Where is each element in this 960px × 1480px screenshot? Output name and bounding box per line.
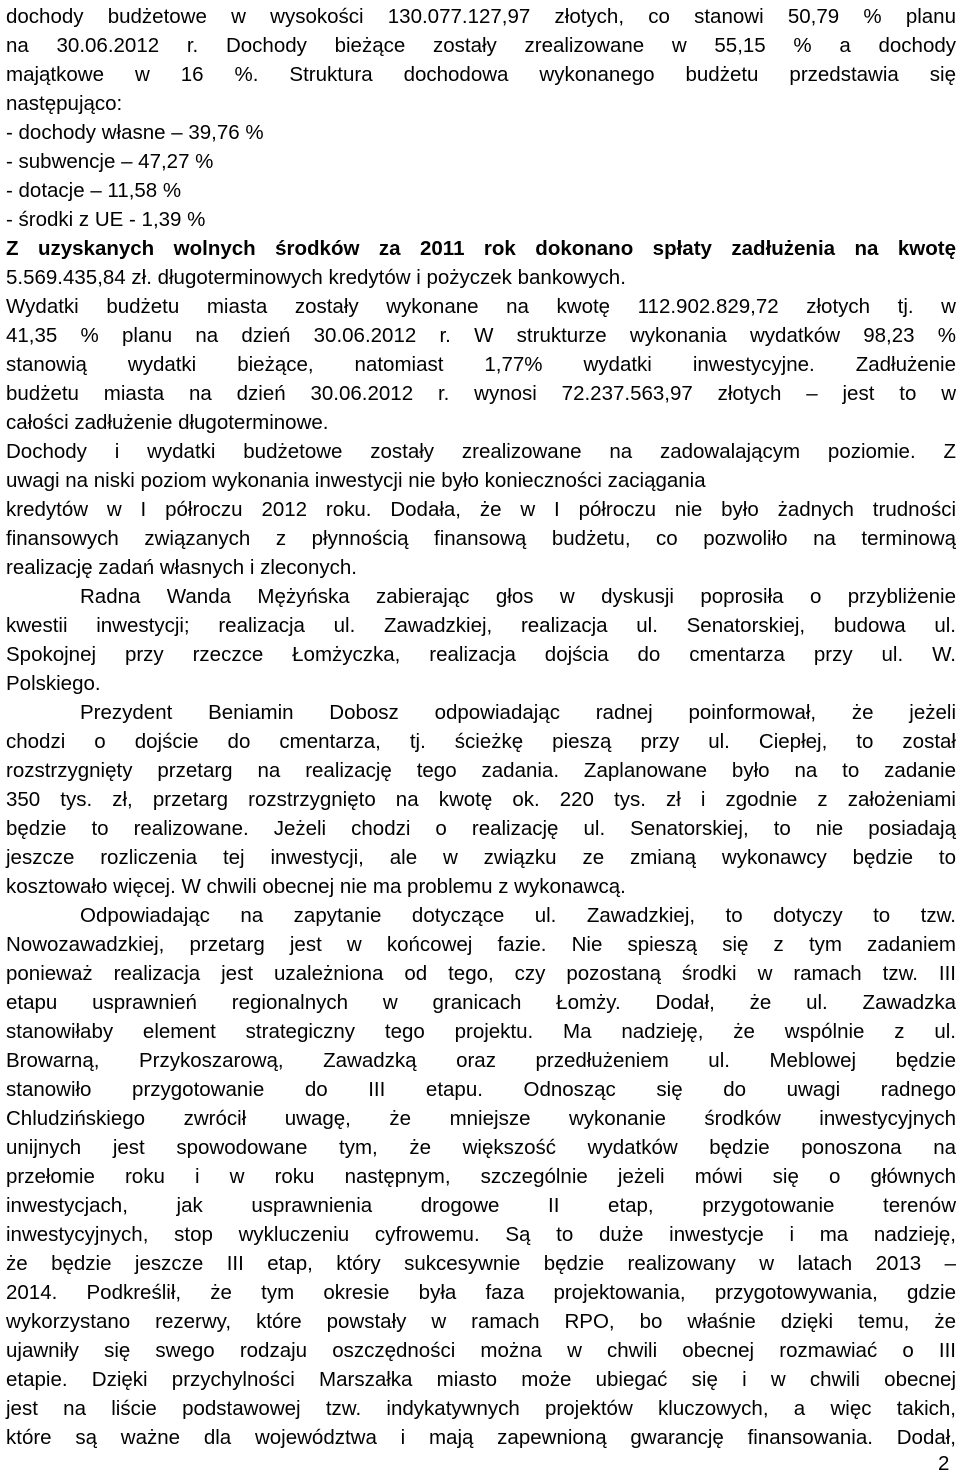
paragraph-first-line: Radna Wanda Mężyńska zabierając głos w dyskusji poprosiła o przybliżenie [80, 585, 956, 608]
text-line: stanowią wydatki bieżące, natomiast 1,77% wydatki inwestycyjne. Zadłużenie [6, 353, 956, 376]
text-line: które są ważne dla województwa i mają zapewnioną gwarancję finansowania. Dodał, [6, 1426, 956, 1449]
text-line: wykorzystano rezerwy, które powstały w ramach RPO, bo właśnie dzięki temu, że [6, 1310, 956, 1333]
text-line: unijnych jest spowodowane tym, że większość wydatków będzie ponoszona na [6, 1136, 956, 1159]
list-item: - dochody własne – 39,76 % [6, 121, 264, 144]
text-line: ponieważ realizacja jest uzależniona od tego, czy pozostaną środki w ramach tzw. III [6, 962, 956, 985]
text-line: kwestii inwestycji; realizacja ul. Zawadzkiej, realizacja ul. Senatorskiej, budowa ul. [6, 614, 956, 637]
text-line: następująco: [6, 92, 123, 115]
text-line: inwestycjach, jak usprawnienia drogowe II etap, przygotowanie terenów [6, 1194, 956, 1217]
text-line: chodzi o dojście do cmentarza, tj. ścieżkę pieszą przy ul. Ciepłej, to został [6, 730, 956, 753]
text-line: Wydatki budżetu miasta zostały wykonane na kwotę 112.902.829,72 złotych tj. w [6, 295, 956, 318]
text-line: Nowozawadzkiej, przetarg jest w końcowej fazie. Nie spieszą się z tym zadaniem [6, 933, 956, 956]
text-line: że będzie jeszcze III etap, który sukcesywnie będzie realizowany w latach 2013 – [6, 1252, 956, 1275]
text-line: Z uzyskanych wolnych środków za 2011 rok dokonano spłaty zadłużenia na kwotę [6, 237, 956, 260]
paragraph-first-line: Odpowiadając na zapytanie dotyczące ul. Zawadzkiej, to dotyczy to tzw. [80, 904, 956, 927]
text-line: jeszcze rozliczenia tej inwestycji, ale w związku ze zmianą wykonawcy będzie to [6, 846, 956, 869]
list-item: - subwencje – 47,27 % [6, 150, 214, 173]
text-line: 41,35 % planu na dzień 30.06.2012 r. W strukturze wykonania wydatków 98,23 % [6, 324, 956, 347]
text-line: kredytów w I półroczu 2012 roku. Dodała, że w I półroczu nie było żadnych trudności [6, 498, 956, 521]
list-item: - dotacje – 11,58 % [6, 179, 182, 202]
text-line: finansowych związanych z płynnością finansową budżetu, co pozwoliło na terminową [6, 527, 956, 550]
text-line: Polskiego. [6, 672, 101, 695]
text-line: 2014. Podkreślił, że tym okresie była faza projektowania, przygotowywania, gdzie [6, 1281, 956, 1304]
paragraph-first-line: Prezydent Beniamin Dobosz odpowiadając radnej poinformował, że jeżeli [80, 701, 956, 724]
text-line: stanowiłaby element strategiczny tego projektu. Ma nadzieję, że wspólnie z ul. [6, 1020, 956, 1043]
text-line: na 30.06.2012 r. Dochody bieżące zostały zrealizowane w 55,15 % a dochody [6, 34, 956, 57]
text-line: realizację zadań własnych i zleconych. [6, 556, 357, 579]
text-line: kosztowało więcej. W chwili obecnej nie ma problemu z wykonawcą. [6, 875, 626, 898]
text-line: Browarną, Przykoszarową, Zawadzką oraz przedłużeniem ul. Meblowej będzie [6, 1049, 956, 1072]
text-line: inwestycyjnych, stop wykluczeniu cyfrowemu. Są to duże inwestycje i ma nadzieję, [6, 1223, 956, 1246]
text-line: Dochody i wydatki budżetowe zostały zrealizowane na zadowalającym poziomie. Z [6, 440, 956, 463]
text-line: jest na liście podstawowej tzw. indykatywnych projektów kluczowych, a więc takich, [6, 1397, 956, 1420]
text-line: etapu usprawnień regionalnych w granicach Łomży. Dodał, że ul. Zawadzka [6, 991, 956, 1014]
text-line: etapie. Dzięki przychylności Marszałka miasto może ubiegać się i w chwili obecnej [6, 1368, 956, 1391]
text-line: 5.569.435,84 zł. długoterminowych kredytów i pożyczek bankowych. [6, 266, 626, 289]
text-line: uwagi na niski poziom wykonania inwestycji nie było konieczności zaciągania [6, 469, 706, 492]
page-number: 2 [938, 1452, 950, 1475]
text-line: stanowiło przygotowanie do III etapu. Odnosząc się do uwagi radnego [6, 1078, 956, 1101]
text-line: dochody budżetowe w wysokości 130.077.127,97 złotych, co stanowi 50,79 % planu [6, 5, 956, 28]
text-line: 350 tys. zł, przetarg rozstrzygnięto na kwotę ok. 220 tys. zł i zgodnie z założeniami [6, 788, 956, 811]
text-line: będzie to realizowane. Jeżeli chodzi o realizację ul. Senatorskiej, to nie posiadają [6, 817, 956, 840]
text-line: Spokojnej przy rzeczce Łomżyczka, realizacja dojścia do cmentarza przy ul. W. [6, 643, 956, 666]
text-line: budżetu miasta na dzień 30.06.2012 r. wynosi 72.237.563,97 złotych – jest to w [6, 382, 956, 405]
text-line: całości zadłużenie długoterminowe. [6, 411, 329, 434]
text-line: przełomie roku i w roku następnym, szczególnie jeżeli mówi się o głównych [6, 1165, 956, 1188]
text-line: ujawniły się swego rodzaju oszczędności można w chwili obecnej rozmawiać o III [6, 1339, 956, 1362]
list-item: - środki z UE - 1,39 % [6, 208, 206, 231]
text-line: majątkowe w 16 %. Struktura dochodowa wykonanego budżetu przedstawia się [6, 63, 956, 86]
text-line: rozstrzygnięty przetarg na realizację tego zadania. Zaplanowane było na to zadanie [6, 759, 956, 782]
text-line: Chludzińskiego zwrócił uwagę, że mniejsze wykonanie środków inwestycyjnych [6, 1107, 956, 1130]
